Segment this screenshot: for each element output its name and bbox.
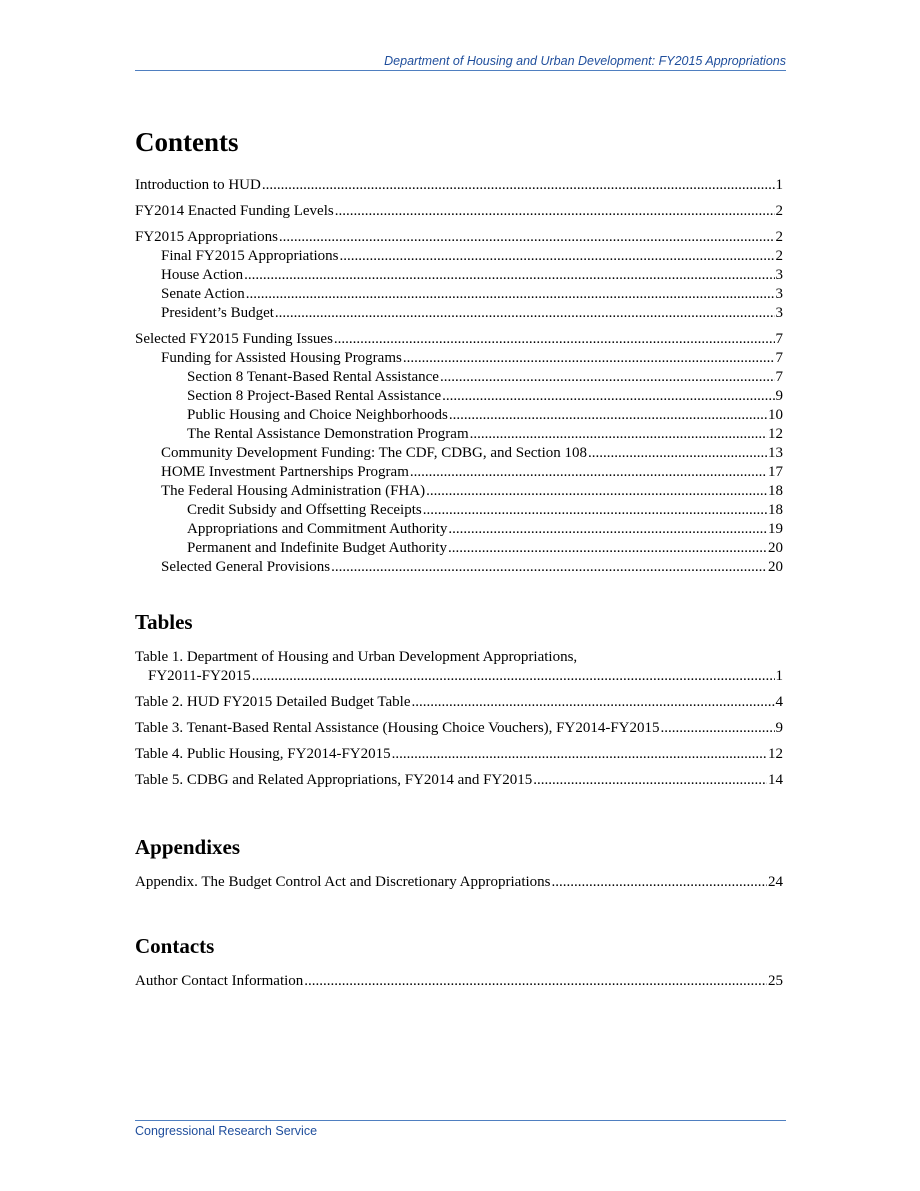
toc-entry-senate-action[interactable]: Senate Action ..... 3 bbox=[135, 285, 783, 304]
contacts-list bbox=[135, 972, 783, 991]
appendix-entry[interactable]: Appendix. The Budget Control Act and Discretionary Appropriations ..... 24 bbox=[135, 873, 783, 892]
toc-entry-public-housing[interactable]: Public Housing and Choice Neighborhoods ..... 10 bbox=[135, 406, 783, 425]
toc-entry-community-development[interactable]: Community Development Funding: The CDF, CDBG, and Section 108 ..... 13 bbox=[135, 444, 783, 463]
appendixes-list bbox=[135, 873, 783, 892]
table-of-contents-page bbox=[135, 124, 783, 991]
toc-entry-credit-subsidy[interactable]: Credit Subsidy and Offsetting Receipts ..... 18 bbox=[135, 501, 783, 520]
table-entry-2[interactable]: Table 2. HUD FY2015 Detailed Budget Table ..... 4 bbox=[135, 693, 783, 712]
toc-entry-home-program[interactable]: HOME Investment Partnerships Program ..... 17 bbox=[135, 463, 783, 482]
tables-heading: Tables bbox=[135, 610, 193, 634]
running-header: Department of Housing and Urban Development: FY2015 Appropriations bbox=[135, 54, 786, 71]
running-footer: Congressional Research Service bbox=[135, 1120, 786, 1138]
toc-entry-house-action[interactable]: House Action ..... 3 bbox=[135, 266, 783, 285]
table-entry-4[interactable]: Table 4. Public Housing, FY2014-FY2015 ..... 12 bbox=[135, 745, 783, 764]
toc-entry-introduction[interactable]: Introduction to HUD ..... 1 bbox=[135, 176, 783, 195]
toc-entry-permanent-authority[interactable]: Permanent and Indefinite Budget Authority ..... 20 bbox=[135, 539, 783, 558]
table-entry-1[interactable]: Table 1. Department of Housing and Urban Development Appropriations, FY2011-FY2015 ..... 1 bbox=[135, 648, 783, 686]
toc-entry-project-based[interactable]: Section 8 Project-Based Rental Assistance ..... 9 bbox=[135, 387, 783, 406]
contents-list bbox=[135, 176, 783, 577]
toc-entry-selected-funding-issues[interactable]: Selected FY2015 Funding Issues ..... 7 bbox=[135, 330, 783, 349]
toc-entry-final-fy2015[interactable]: Final FY2015 Appropriations ..... 2 bbox=[135, 247, 783, 266]
table-entry-5[interactable]: Table 5. CDBG and Related Appropriations, FY2014 and FY2015 ..... 14 bbox=[135, 771, 783, 790]
toc-entry-fha[interactable]: The Federal Housing Administration (FHA) ..... 18 bbox=[135, 482, 783, 501]
contact-entry[interactable]: Author Contact Information ..... 25 bbox=[135, 972, 783, 991]
toc-entry-general-provisions[interactable]: Selected General Provisions ..... 20 bbox=[135, 558, 783, 577]
appendixes-heading: Appendixes bbox=[135, 835, 241, 859]
toc-entry-commitment-authority[interactable]: Appropriations and Commitment Authority ..... 19 bbox=[135, 520, 783, 539]
toc-entry-presidents-budget[interactable]: President’s Budget ..... 3 bbox=[135, 304, 783, 323]
toc-entry-fy2014-enacted[interactable]: FY2014 Enacted Funding Levels ..... 2 bbox=[135, 202, 783, 221]
contacts-heading: Contacts bbox=[135, 934, 215, 958]
toc-entry-assisted-housing[interactable]: Funding for Assisted Housing Programs ..... 7 bbox=[135, 349, 783, 368]
table-entry-3[interactable]: Table 3. Tenant-Based Rental Assistance (Housing Choice Vouchers), FY2014-FY2015 ..... 9 bbox=[135, 719, 783, 738]
tables-list bbox=[135, 648, 783, 790]
toc-entry-tenant-based[interactable]: Section 8 Tenant-Based Rental Assistance ..... 7 bbox=[135, 368, 783, 387]
contents-heading: Contents bbox=[135, 127, 239, 157]
toc-entry-rad-program[interactable]: The Rental Assistance Demonstration Program ..... 12 bbox=[135, 425, 783, 444]
toc-entry-fy2015-appropriations[interactable]: FY2015 Appropriations ..... 2 bbox=[135, 228, 783, 247]
